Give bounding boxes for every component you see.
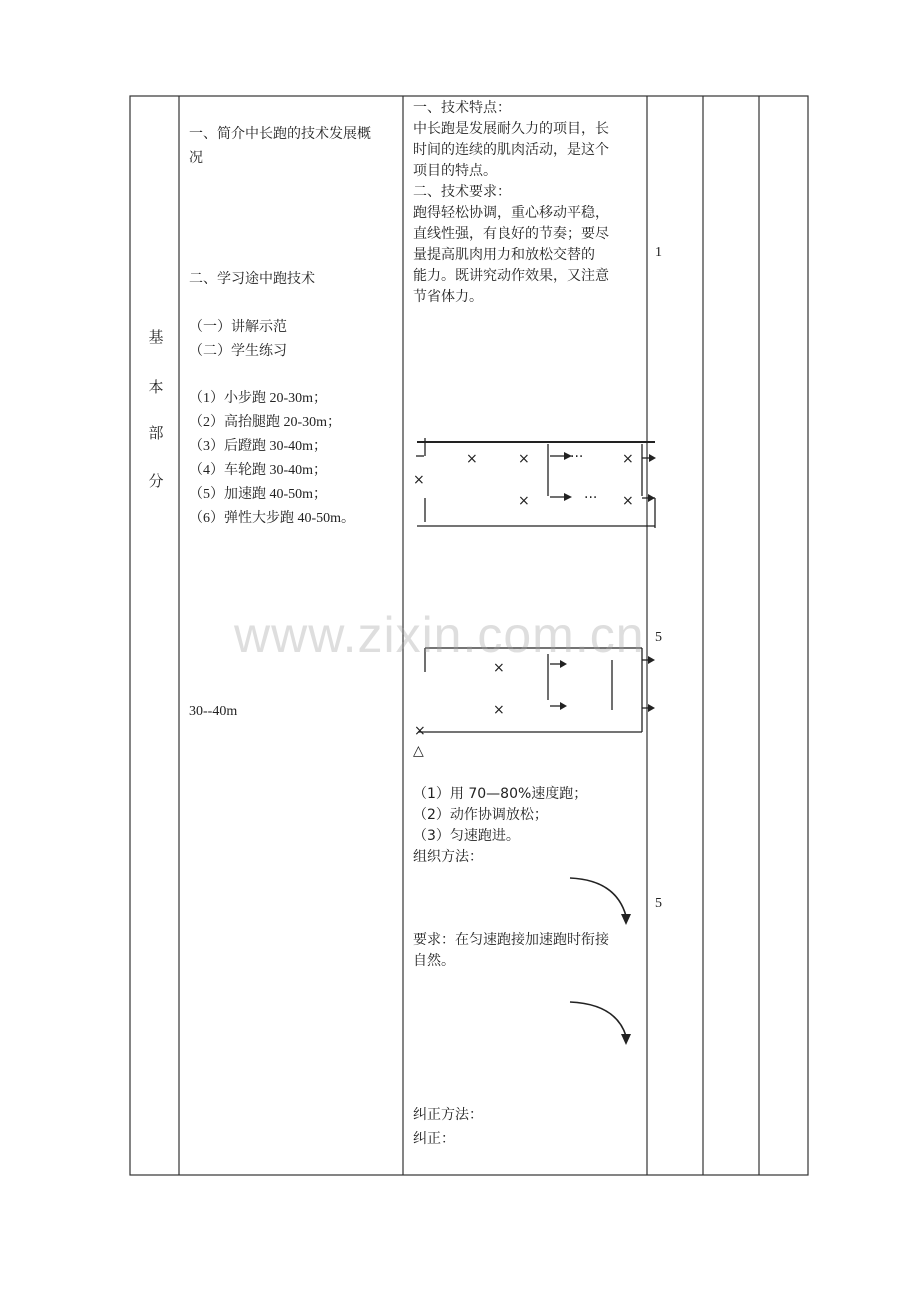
tech-text-line: 能力。既讲究动作效果，又注意: [413, 268, 609, 284]
track-formation-diagram-1: [410, 436, 660, 536]
section-label-char: 本: [148, 378, 164, 396]
curved-arrow-icon: [566, 872, 636, 928]
time-value: 5: [655, 630, 662, 645]
drill-item: （5）加速跑 40-50m；: [189, 487, 328, 502]
tech-text-line: 节省体力。: [413, 289, 483, 305]
svg-text:×: ×: [493, 702, 505, 718]
tech-text-line: 时间的连续的肌肉活动，是这个: [413, 142, 609, 158]
drill-item: （4）车轮跑 30-40m；: [189, 463, 328, 478]
org-method-label: 组织方法：: [413, 849, 483, 865]
curved-arrow-icon: [566, 996, 636, 1050]
svg-text:···: ···: [570, 449, 584, 465]
requirement-text: 要求：在匀速跑接加速跑时衔接: [413, 932, 609, 948]
drill-item: （1）小步跑 20-30m；: [189, 391, 328, 406]
tech-text-line: 二、技术要求：: [413, 184, 511, 200]
outline-sub-2: （二）学生练习: [189, 343, 287, 359]
requirement-line: （1）用 70—80%速度跑；: [413, 786, 588, 802]
correction-label: 纠正：: [413, 1131, 455, 1147]
requirement-line: （3）匀速跑进。: [413, 828, 520, 844]
svg-text:×: ×: [518, 451, 530, 467]
svg-text:×: ×: [466, 451, 478, 467]
outline-item-1: 一、简介中长跑的技术发展概: [189, 126, 371, 142]
time-value: 1: [655, 245, 662, 260]
correction-method-label: 纠正方法：: [413, 1107, 483, 1123]
drill-item: （6）弹性大步跑 40-50m。: [189, 511, 356, 526]
outline-sub-1: （一）讲解示范: [189, 319, 287, 335]
svg-text:×: ×: [493, 660, 505, 676]
outline-item-2: 二、学习途中跑技术: [189, 271, 315, 287]
watermark: www.zixin.com.cn: [234, 607, 645, 663]
tech-text-line: 一、技术特点：: [413, 100, 511, 116]
tech-text-line: 量提高肌肉用力和放松交替的: [413, 247, 595, 263]
svg-text:×: ×: [414, 723, 426, 739]
svg-text:×: ×: [413, 472, 425, 488]
svg-text:···: ···: [584, 490, 598, 506]
svg-text:×: ×: [622, 451, 634, 467]
svg-text:△: △: [413, 743, 424, 759]
drill-item: （3）后蹬跑 30-40m；: [189, 439, 328, 454]
tech-text-line: 直线性强，有良好的节奏；要尽: [413, 226, 609, 242]
requirement-text-cont: 自然。: [413, 953, 455, 969]
tech-text-line: 中长跑是发展耐久力的项目，长: [413, 121, 609, 137]
requirement-line: （2）动作协调放松；: [413, 807, 548, 823]
outline-item-1-cont: 况: [189, 150, 203, 166]
section-label-char: 分: [148, 472, 164, 490]
time-value: 5: [655, 896, 662, 911]
svg-text:×: ×: [518, 493, 530, 509]
tech-text-line: 项目的特点。: [413, 163, 497, 179]
section-label-char: 部: [148, 424, 164, 442]
tech-text-line: 跑得轻松协调，重心移动平稳，: [413, 205, 609, 221]
distance-label: 30--40m: [189, 704, 238, 719]
section-label-char: 基: [148, 328, 164, 346]
drill-item: （2）高抬腿跑 20-30m；: [189, 415, 342, 430]
svg-text:×: ×: [622, 493, 634, 509]
